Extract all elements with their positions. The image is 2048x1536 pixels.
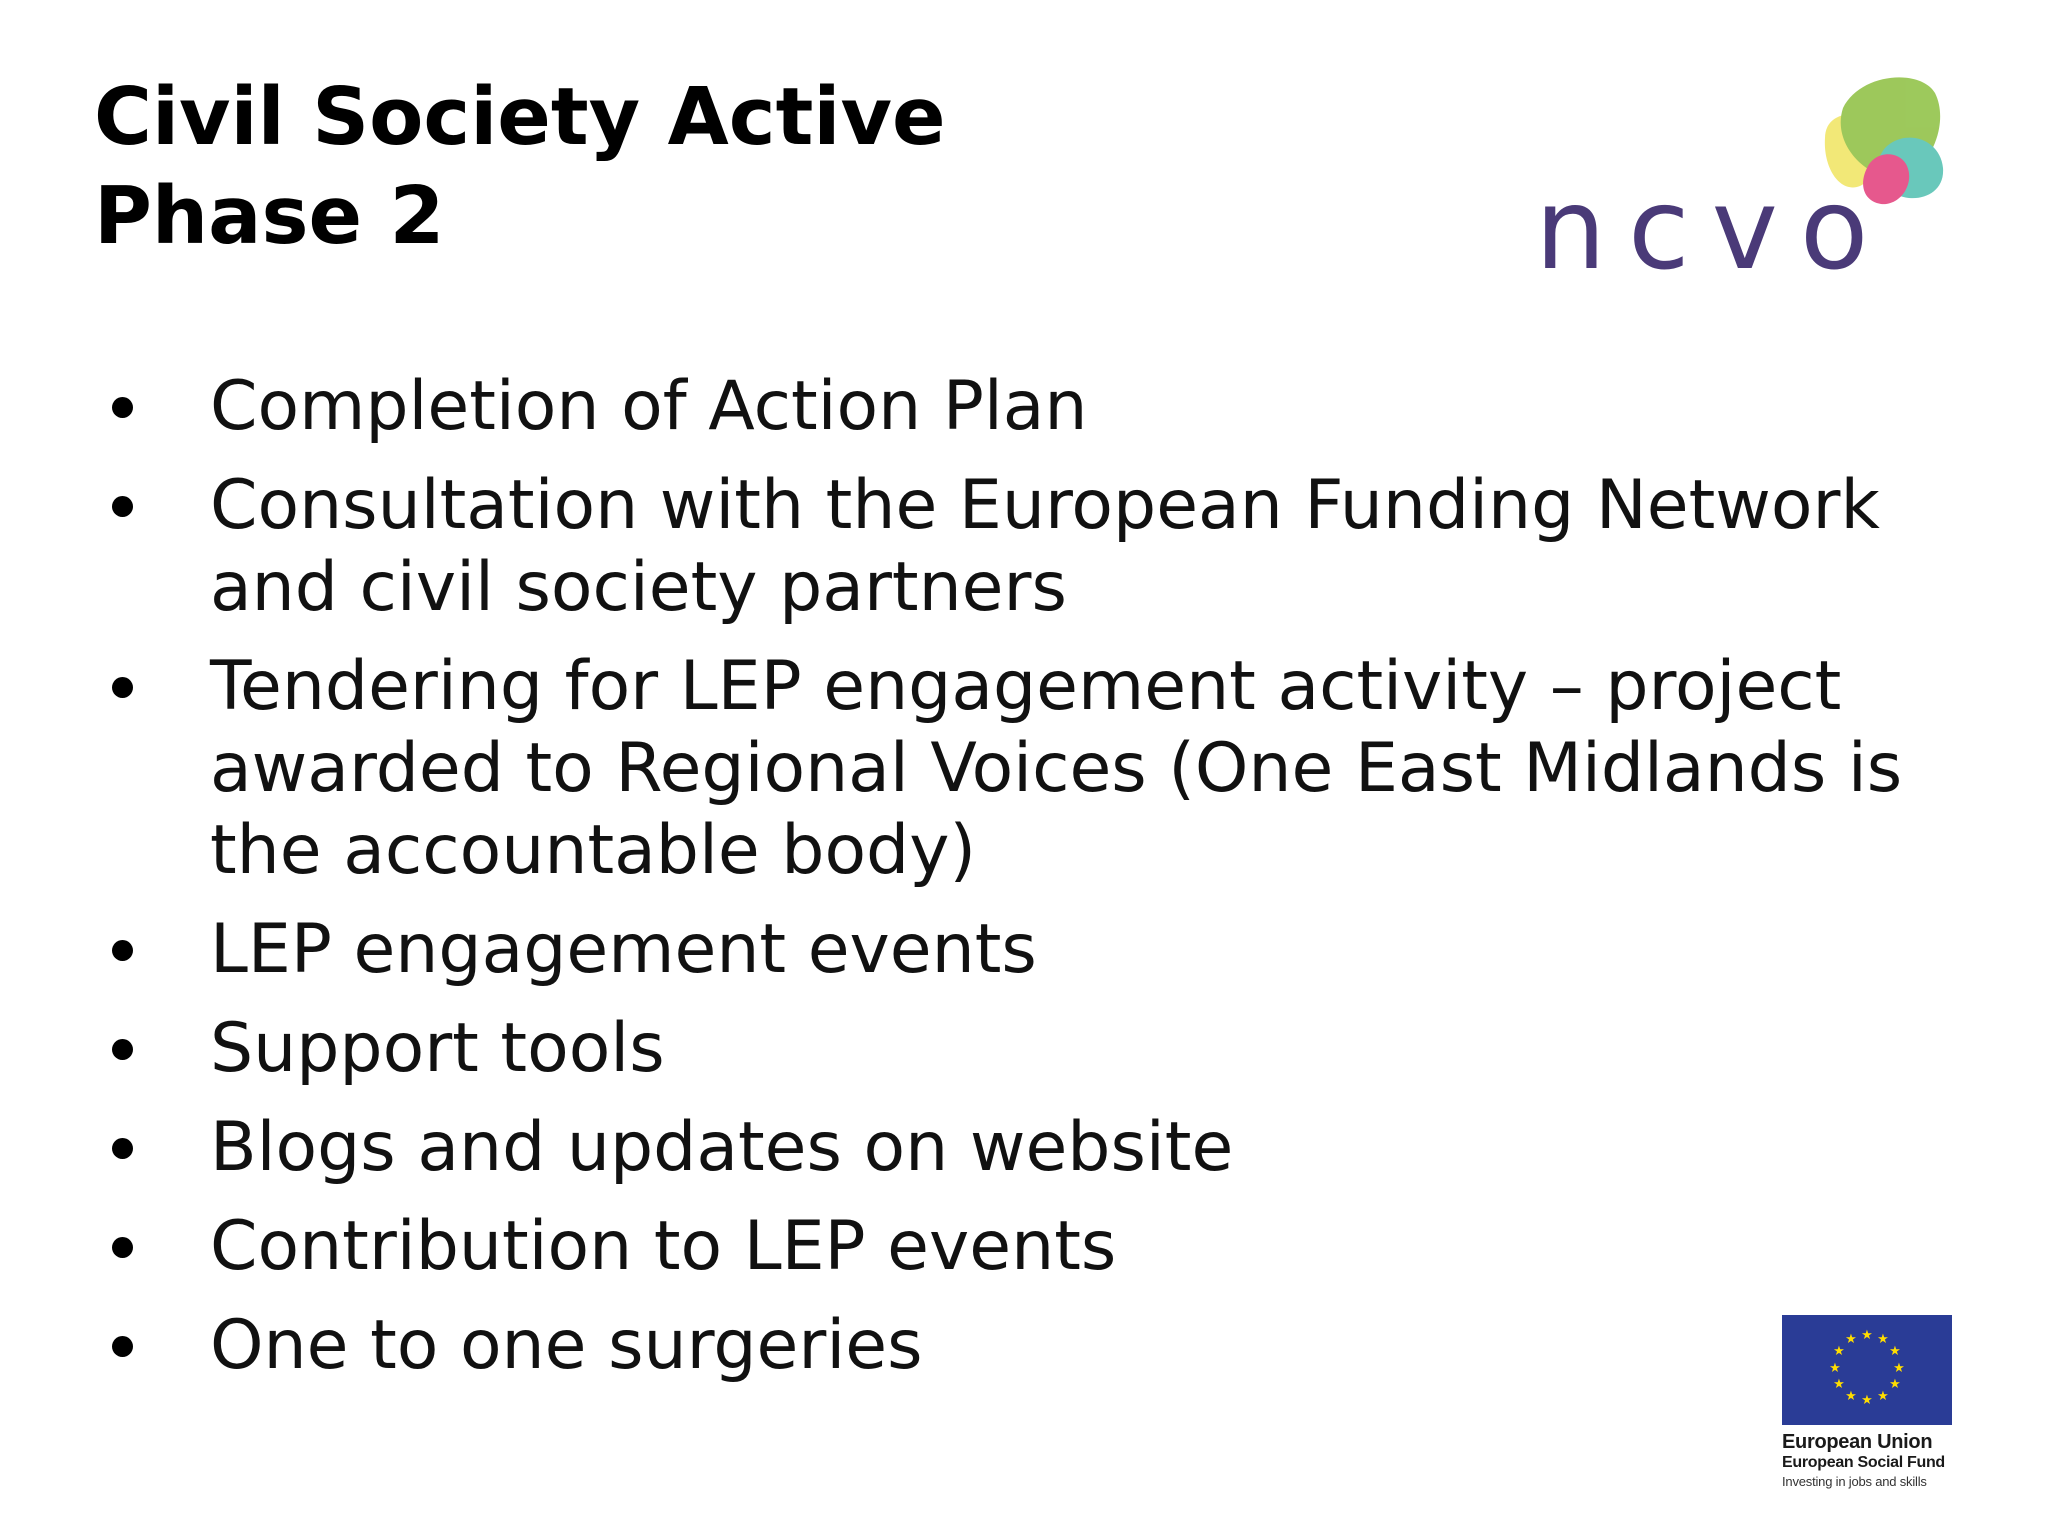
bullet-point-icon: [112, 1039, 133, 1060]
bullet-text: One to one surgeries: [210, 1306, 923, 1385]
bullet-item: [94, 1206, 1974, 1288]
eu-social-fund-logo: [1782, 1315, 1954, 1491]
svg-text:★: ★: [1889, 1377, 1901, 1392]
bullet-text: Contribution to LEP events: [210, 1207, 1117, 1286]
bullet-item: [94, 366, 1974, 448]
eu-logo-line-2: European Social Fund: [1782, 1454, 1945, 1471]
bullet-point-icon: [112, 1138, 133, 1159]
bullet-item: [94, 465, 1974, 629]
slide-title: [94, 68, 946, 266]
svg-text:★: ★: [1829, 1361, 1841, 1376]
svg-text:★: ★: [1861, 1393, 1873, 1408]
bullet-text: Support tools: [210, 1009, 665, 1088]
bullet-point-icon: [112, 496, 133, 517]
svg-text:★: ★: [1861, 1328, 1873, 1343]
bullet-point-icon: [112, 940, 133, 961]
bullet-text: LEP engagement events: [210, 910, 1037, 989]
bullet-list: [94, 366, 1974, 1404]
bullet-item: [94, 1008, 1974, 1090]
title-line-2: Phase 2: [94, 170, 445, 262]
ncvo-wordmark: ncvo: [1535, 165, 1891, 288]
bullet-text: Consultation with the European Funding Network and civil society partners: [210, 466, 1880, 627]
bullet-point-icon: [112, 1237, 133, 1258]
bullet-text: Completion of Action Plan: [210, 367, 1088, 446]
eu-logo-line-1: European Union: [1782, 1431, 1933, 1453]
bullet-item: [94, 1107, 1974, 1189]
bullet-text: Blogs and updates on website: [210, 1108, 1234, 1187]
bullet-item: [94, 909, 1974, 991]
svg-text:★: ★: [1877, 1332, 1889, 1347]
bullet-point-icon: [112, 1336, 133, 1357]
svg-text:★: ★: [1889, 1344, 1901, 1359]
eu-flag-icon: [1782, 1315, 1952, 1425]
svg-text:★: ★: [1845, 1389, 1857, 1404]
bullet-item: [94, 1305, 1974, 1387]
bullet-point-icon: [112, 677, 133, 698]
bullet-item: [94, 646, 1974, 892]
svg-text:★: ★: [1833, 1344, 1845, 1359]
ncvo-logo-graphic: [1525, 68, 1955, 288]
ncvo-logo: [1525, 68, 1955, 288]
svg-text:★: ★: [1893, 1361, 1905, 1376]
title-line-1: Civil Society Active: [94, 71, 946, 163]
svg-text:★: ★: [1877, 1389, 1889, 1404]
bullet-text: Tendering for LEP engagement activity – project awarded to Regional Voices (One East Midlands is the accountable body): [210, 647, 1903, 890]
svg-text:★: ★: [1845, 1332, 1857, 1347]
svg-text:★: ★: [1833, 1377, 1845, 1392]
bullet-point-icon: [112, 397, 133, 418]
eu-logo-line-3: Investing in jobs and skills: [1782, 1474, 1927, 1489]
eu-stars-icon: [1782, 1315, 1952, 1425]
